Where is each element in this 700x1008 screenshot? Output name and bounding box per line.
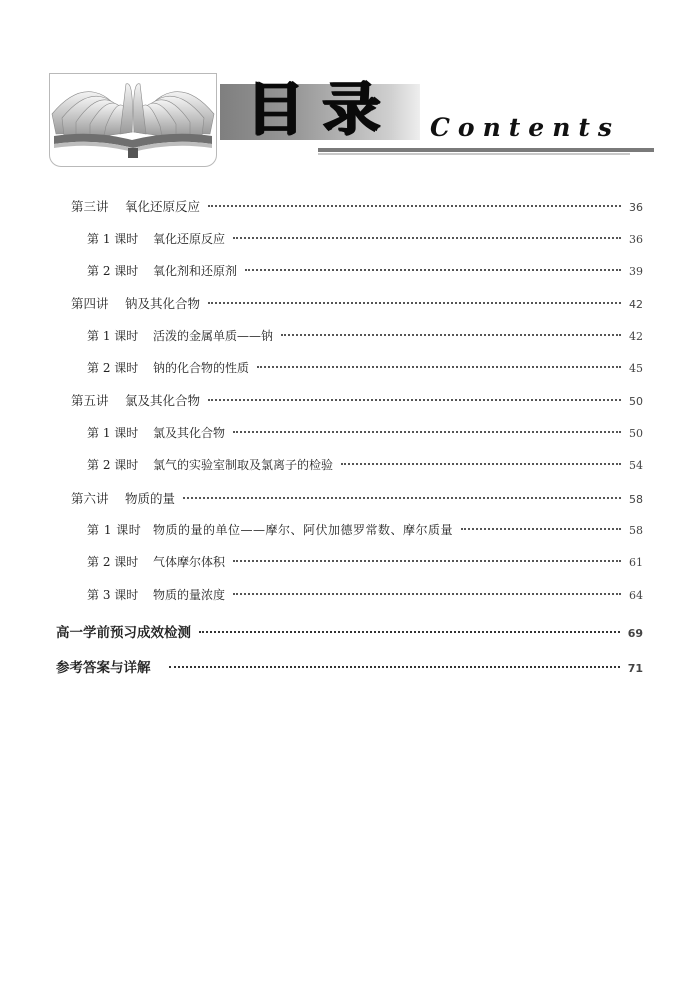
leader-dots	[245, 269, 621, 271]
leader-dots	[257, 366, 621, 368]
chapter-number: 第四讲	[71, 296, 109, 311]
lesson-number: 第 2 课时	[87, 361, 139, 375]
page-number: 54	[629, 459, 643, 472]
section-title: 参考答案与详解	[56, 660, 151, 676]
page-number: 39	[629, 265, 643, 278]
open-book-icon	[50, 74, 216, 166]
toc-entry-label	[87, 327, 273, 344]
leader-dots	[208, 205, 621, 207]
lesson-number: 第 3 课时	[87, 588, 139, 602]
toc-entry-label	[87, 424, 225, 441]
toc-lesson-entry[interactable]	[87, 359, 643, 391]
chapter-title: 氯及其化合物	[125, 393, 201, 408]
page-number: 45	[629, 362, 643, 375]
toc-lesson-entry[interactable]	[87, 327, 643, 359]
toc-lesson-entry[interactable]	[87, 456, 643, 488]
page-title-char-1: 目	[246, 75, 305, 143]
toc-chapter-entry[interactable]	[71, 489, 643, 521]
leader-dots	[199, 631, 620, 633]
toc-chapter-entry[interactable]	[71, 197, 643, 229]
lesson-title: 氯气的实验室制取及氯离子的检验	[153, 458, 334, 472]
leader-dots	[183, 497, 621, 499]
leader-dots	[233, 431, 621, 433]
chapter-title: 物质的量	[125, 491, 176, 506]
page-number: 50	[629, 427, 643, 440]
toc-entry-label	[71, 294, 200, 312]
header-rule	[318, 148, 654, 152]
page-number: 58	[629, 493, 643, 506]
lesson-title: 物质的量的单位——摩尔、阿伏加德罗常数、摩尔质量	[153, 523, 454, 537]
lesson-title: 氯及其化合物	[153, 426, 226, 440]
toc-section-entry[interactable]	[56, 621, 643, 653]
toc-lesson-entry[interactable]	[87, 586, 643, 618]
lesson-number: 第 1 课时	[87, 426, 139, 440]
page-title-char-2: 录	[322, 75, 381, 143]
lesson-title: 钠的化合物的性质	[153, 361, 250, 375]
toc-lesson-entry[interactable]	[87, 424, 643, 456]
page-number: 61	[629, 556, 643, 569]
chapter-number: 第五讲	[71, 393, 109, 408]
leader-dots	[233, 560, 621, 562]
page-number: 42	[629, 298, 643, 311]
toc-lesson-entry[interactable]	[87, 521, 643, 553]
leader-dots	[169, 666, 620, 668]
toc-entry-label	[71, 489, 175, 507]
toc-entry-label	[87, 553, 225, 570]
page-number: 42	[629, 330, 643, 343]
toc-entry-label	[87, 359, 249, 376]
toc-entry-label	[87, 456, 333, 473]
leader-dots	[461, 528, 621, 530]
open-book-illustration	[49, 73, 217, 167]
lesson-number: 第 1 课时	[87, 523, 142, 537]
chapter-number: 第三讲	[71, 199, 109, 214]
page-number: 36	[629, 233, 643, 246]
leader-dots	[341, 463, 621, 465]
lesson-number: 第 2 课时	[87, 555, 139, 569]
leader-dots	[281, 334, 621, 336]
page-number: 36	[629, 201, 643, 214]
lesson-number: 第 2 课时	[87, 458, 139, 472]
toc-lesson-entry[interactable]	[87, 230, 643, 262]
lesson-number: 第 1 课时	[87, 329, 139, 343]
header-rule-secondary	[318, 153, 630, 155]
toc-entry-label	[87, 262, 237, 279]
page-number: 64	[629, 589, 643, 602]
toc-header	[0, 0, 700, 175]
chapter-title: 钠及其化合物	[125, 296, 201, 311]
page-number: 50	[629, 395, 643, 408]
page-subtitle: Contents	[430, 113, 621, 142]
page-number: 58	[629, 524, 643, 537]
toc-chapter-entry[interactable]	[71, 391, 643, 423]
leader-dots	[233, 593, 621, 595]
page-number: 71	[627, 662, 643, 675]
toc-section-entry[interactable]	[56, 656, 643, 688]
toc-lesson-entry[interactable]	[87, 553, 643, 585]
section-title: 高一学前预习成效检测	[56, 625, 191, 641]
toc-entry-label	[87, 230, 225, 247]
toc-entry-label	[87, 586, 225, 603]
leader-dots	[208, 302, 621, 304]
chapter-number: 第六讲	[71, 491, 109, 506]
lesson-title: 氧化剂和还原剂	[153, 264, 238, 278]
toc-entry-label	[71, 391, 200, 409]
leader-dots	[208, 399, 621, 401]
lesson-number: 第 2 课时	[87, 264, 139, 278]
lesson-title: 活泼的金属单质——钠	[153, 329, 274, 343]
toc-entry-label	[87, 521, 453, 538]
toc-entry-label	[71, 197, 200, 215]
lesson-title: 气体摩尔体积	[153, 555, 226, 569]
lesson-number: 第 1 课时	[87, 232, 139, 246]
lesson-title: 氧化还原反应	[153, 232, 226, 246]
toc-chapter-entry[interactable]	[71, 294, 643, 326]
chapter-title: 氧化还原反应	[125, 199, 201, 214]
leader-dots	[233, 237, 621, 239]
toc-lesson-entry[interactable]	[87, 262, 643, 294]
lesson-title: 物质的量浓度	[153, 588, 226, 602]
page-number: 69	[627, 627, 643, 640]
